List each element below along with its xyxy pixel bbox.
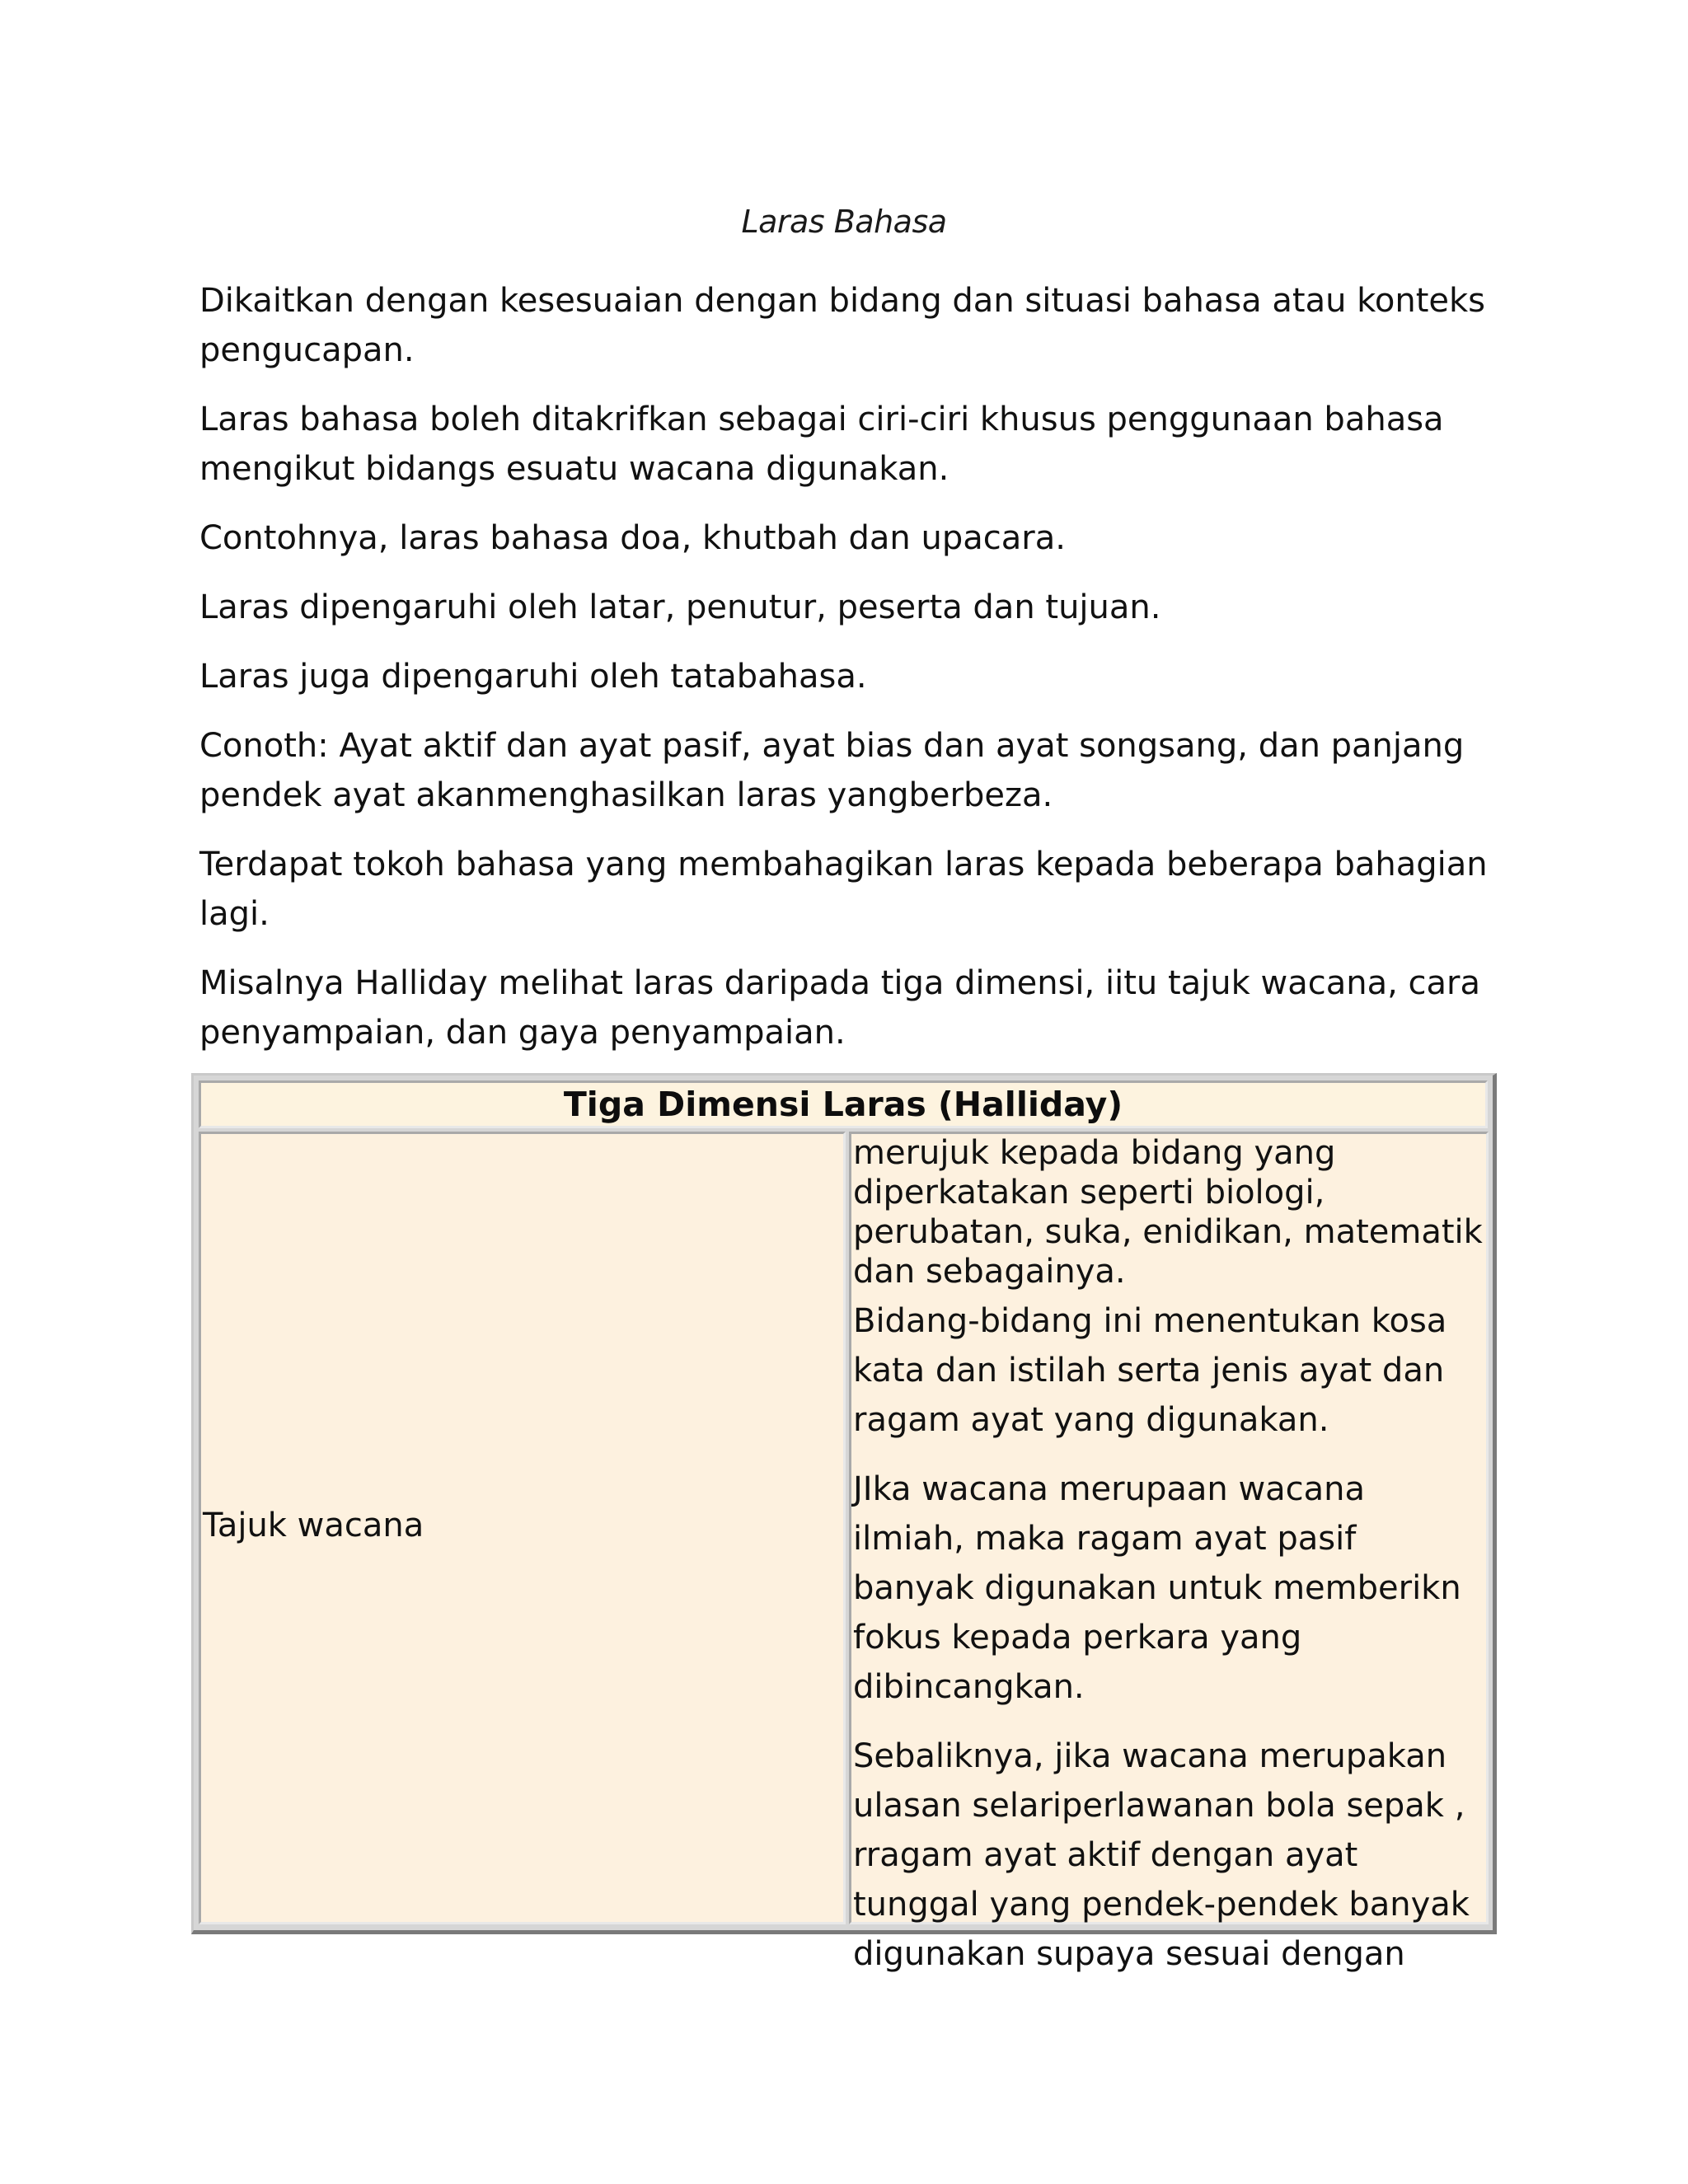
- paragraph: Misalnya Halliday melihat laras daripada tiga dimensi, iitu tajuk wacana, cara penyampaian, dan gaya penyampaian.: [199, 964, 1480, 1052]
- paragraph: Laras bahasa boleh ditakrifkan sebagai ciri-ciri khusus penggunaan bahasa mengikut bidangs esuatu wacana digunakan.: [199, 401, 1444, 488]
- paragraph: Terdapat tokoh bahasa yang membahagikan laras kepada beberapa bahagian lagi.: [199, 846, 1488, 933]
- table-cell-description: [849, 1132, 1489, 1973]
- description-paragraph: JIka wacana merupaan wacana ilmiah, maka ragam ayat pasif banyak digunakan untuk memberikn fokus kepada perkara yang dibincangkan.: [853, 1470, 1461, 1706]
- paragraph: Contohnya, laras bahasa doa, khutbah dan upacara.: [199, 519, 1066, 557]
- document-title: Laras Bahasa: [741, 204, 947, 240]
- description-paragraph: Bidang-bidang ini menentukan kosa kata dan istilah serta jenis ayat dan ragam ayat yang digunakan.: [853, 1302, 1447, 1439]
- paragraph: Dikaitkan dengan kesesuaian dengan bidang dan situasi bahasa atau konteks pengucapan.: [199, 282, 1486, 369]
- paragraph: Laras juga dipengaruhi oleh tatabahasa.: [199, 658, 867, 696]
- term-label: Tajuk wacana: [203, 1507, 424, 1544]
- paragraph: Conoth: Ayat aktif dan ayat pasif, ayat bias dan ayat songsang, dan panjang pendek ayat akanmenghasilkan laras yangberbeza.: [199, 727, 1465, 814]
- document-body: [199, 276, 1502, 1077]
- dimensions-table: [191, 1073, 1497, 1973]
- table-cell-term: [199, 1132, 846, 1924]
- description-paragraph: merujuk kepada bidang yang diperkatakan seperti biologi, perubatan, suka, enidikan, matematik dan sebagainya.: [853, 1134, 1483, 1291]
- description-paragraph: Sebaliknya, jika wacana merupakan ulasan selariperlawanan bola sepak , rragam ayat aktif dengan ayat tunggal yang pendek-pendek banyak digunakan supaya sesuai dengan: [853, 1737, 1470, 1973]
- table-header: Tiga Dimensi Laras (Halliday): [199, 1080, 1488, 1128]
- paragraph: Laras dipengaruhi oleh latar, penutur, peserta dan tujuan.: [199, 588, 1161, 626]
